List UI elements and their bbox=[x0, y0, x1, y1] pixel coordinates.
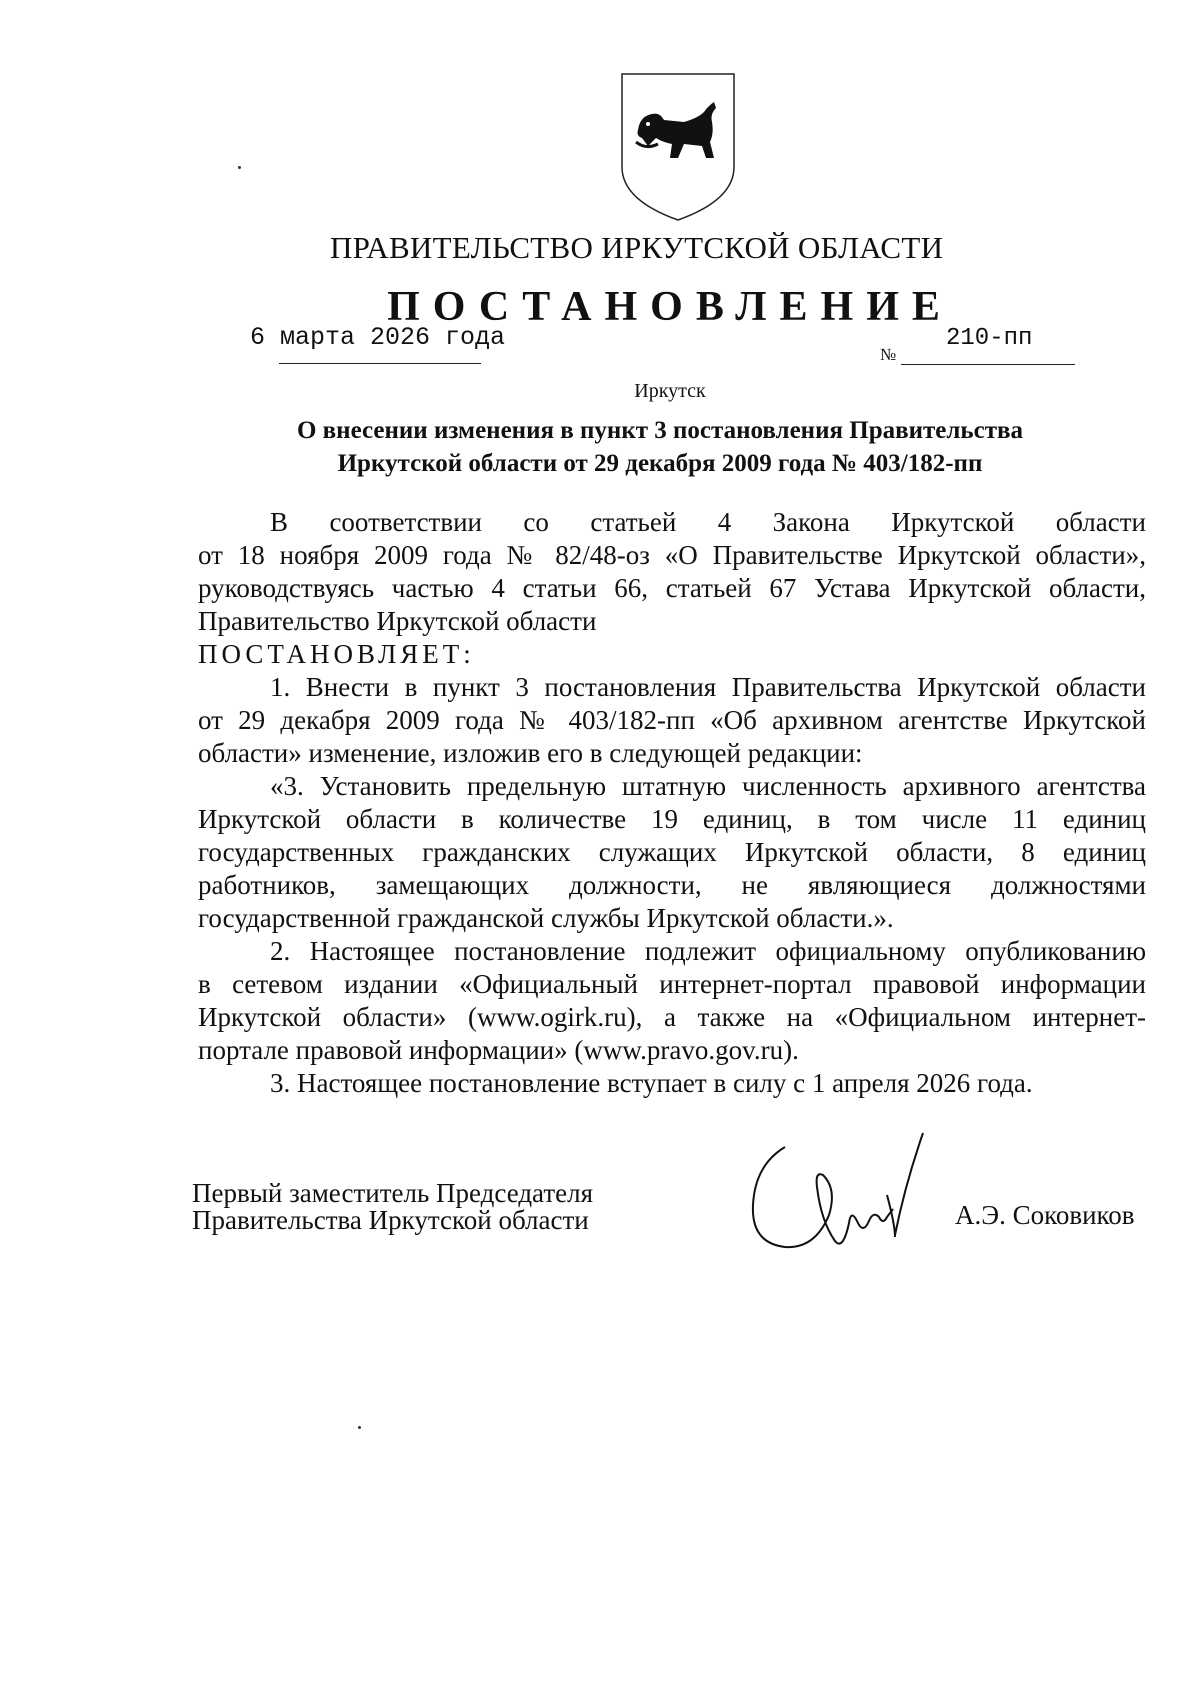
number-underline bbox=[901, 364, 1075, 365]
signer-position bbox=[192, 1180, 593, 1234]
signer-position-line: Первый заместитель Председателя bbox=[192, 1178, 594, 1208]
city: Иркутск bbox=[634, 380, 706, 402]
coat-of-arms-icon bbox=[618, 72, 738, 222]
body-line: государственной гражданской службы Иркутской области.». bbox=[198, 903, 894, 933]
body-line: от 18 ноября 2009 года № 82/48-оз «О Правительстве Иркутской области», bbox=[198, 540, 1146, 570]
body-line: 2. Настоящее постановление подлежит официальному опубликованию bbox=[270, 936, 1146, 966]
signer-name: А.Э. Соковиков bbox=[955, 1200, 1135, 1230]
speck bbox=[238, 166, 241, 169]
body-line: Иркутской области в количестве 19 единиц, в том числе 11 единиц bbox=[198, 804, 1146, 834]
body-line: работников, замещающих должности, не являющиеся должностями bbox=[198, 870, 1146, 900]
document-date: 6 марта 2026 года bbox=[250, 323, 506, 352]
document-type: ПОСТАНОВЛЕНИЕ bbox=[387, 284, 953, 330]
document-body bbox=[198, 506, 1146, 1100]
heading-line: Иркутской области от 29 декабря 2009 года № 403/182-пп bbox=[337, 450, 983, 477]
speck bbox=[358, 1426, 361, 1429]
body-line: 1. Внести в пункт 3 постановления Правительства Иркутской области bbox=[270, 672, 1146, 702]
organization-title: ПРАВИТЕЛЬСТВО ИРКУТСКОЙ ОБЛАСТИ bbox=[330, 230, 944, 265]
number-label: № bbox=[880, 345, 897, 364]
date-underline bbox=[279, 363, 481, 364]
body-line: «3. Установить предельную штатную численность архивного агентства bbox=[270, 771, 1146, 801]
body-line: 3. Настоящее постановление вступает в силу с 1 апреля 2026 года. bbox=[270, 1068, 1033, 1098]
handwritten-signature-icon bbox=[745, 1125, 965, 1275]
signer-position-line: Правительства Иркутской области bbox=[192, 1205, 589, 1235]
document-number: 210-пп bbox=[946, 325, 1033, 352]
body-line: портале правовой информации» (www.pravo.gov.ru). bbox=[198, 1035, 799, 1065]
body-line: от 29 декабря 2009 года № 403/182-пп «Об архивном агентстве Иркутской bbox=[198, 705, 1146, 735]
body-line: в сетевом издании «Официальный интернет-портал правовой информации bbox=[198, 969, 1146, 999]
body-line: Иркутской области» (www.ogirk.ru), а также на «Официальном интернет- bbox=[198, 1002, 1146, 1032]
body-line: области» изменение, изложив его в следующей редакции: bbox=[198, 738, 863, 768]
body-line: В соответствии со статьей 4 Закона Иркутской области bbox=[270, 507, 1146, 537]
body-line: Правительство Иркутской области bbox=[198, 606, 597, 636]
body-line: государственных гражданских служащих Иркутской области, 8 единиц bbox=[198, 837, 1146, 867]
heading-line: О внесении изменения в пункт 3 постановления Правительства bbox=[296, 417, 1023, 444]
document-heading bbox=[220, 414, 1100, 480]
resolves-heading: ПОСТАНОВЛЯЕТ: bbox=[198, 639, 475, 669]
body-line: руководствуясь частью 4 статьи 66, статьей 67 Устава Иркутской области, bbox=[198, 573, 1146, 603]
